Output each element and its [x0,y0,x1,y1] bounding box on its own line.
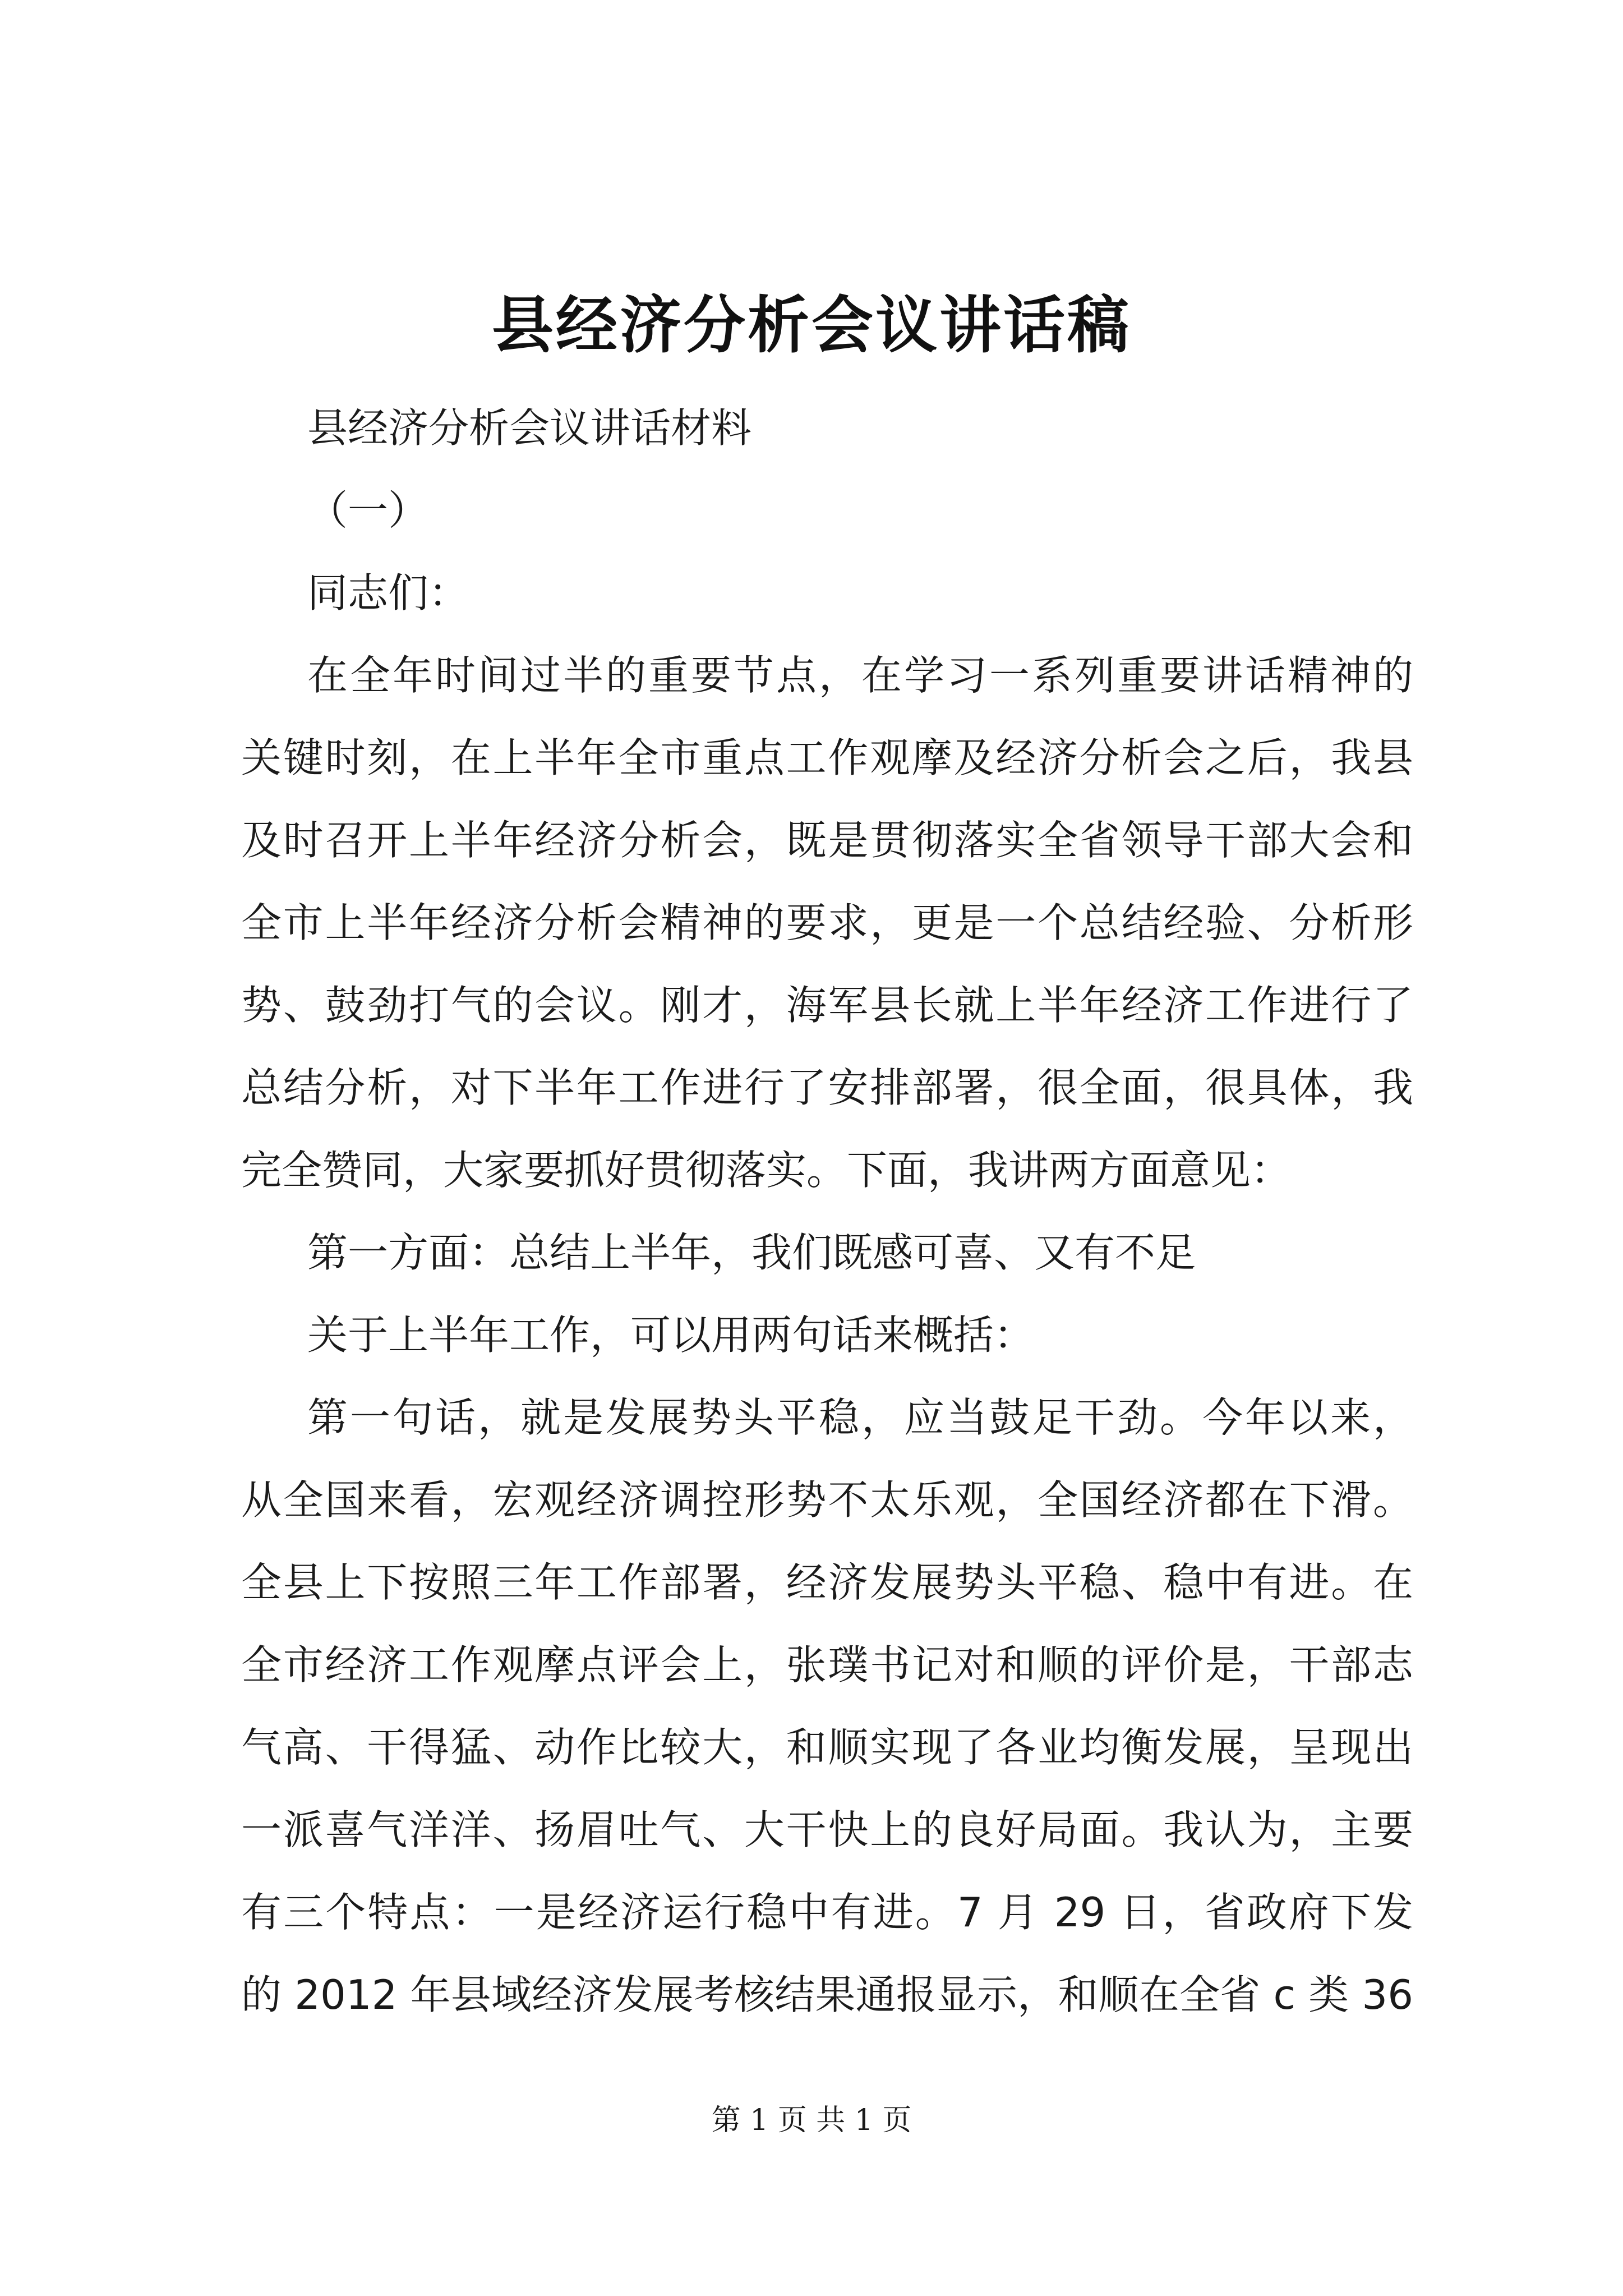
paragraph-line: 有三个特点：一是经济运行稳中有进。7 月 29 日，省政府下发 [241,1889,1413,1936]
salutation: 同志们： [307,569,469,616]
paragraph-line: 势、鼓劲打气的会议。刚才，海军县长就上半年经济工作进行了 [241,982,1413,1029]
paragraph-line: 全县上下按照三年工作部署，经济发展势头平稳、稳中有进。在 [241,1559,1413,1606]
subtitle: 县经济分析会议讲话材料 [307,404,752,452]
paragraph-line: 在全年时间过半的重要节点，在学习一系列重要讲话精神的 [307,652,1413,699]
paragraph-line: 气高、干得猛、动作比较大，和顺实现了各业均衡发展，呈现出 [241,1724,1413,1771]
section-heading: 第一方面：总结上半年，我们既感可喜、又有不足 [307,1229,1196,1276]
intro-line: 关于上半年工作，可以用两句话来概括： [307,1312,1035,1359]
paragraph-line: 一派喜气洋洋、扬眉吐气、大干快上的良好局面。我认为，主要 [241,1806,1413,1853]
document-body [241,387,1413,2036]
paragraph-line: 全市上半年经济分析会精神的要求，更是一个总结经验、分析形 [241,899,1413,946]
section-marker: （一） [307,487,429,534]
paragraph-line: 及时召开上半年经济分析会，既是贯彻落实全省领导干部大会和 [241,817,1413,864]
paragraph-line: 第一句话，就是发展势头平稳，应当鼓足干劲。今年以来， [307,1394,1413,1441]
document-title: 县经济分析会议讲话稿 [492,289,1131,361]
paragraph-line: 关键时刻，在上半年全市重点工作观摩及经济分析会之后，我县 [241,734,1413,781]
paragraph-line: 的 2012 年县域经济发展考核结果通报显示，和顺在全省 c 类 36 [241,1971,1413,2018]
paragraph-line: 从全国来看，宏观经济调控形势不太乐观，全国经济都在下滑。 [241,1476,1413,1524]
paragraph-line: 完全赞同，大家要抓好贯彻落实。下面，我讲两方面意见： [241,1147,1292,1194]
page-number-footer: 第 1 页 共 1 页 [711,2104,912,2137]
paragraph-line: 全市经济工作观摩点评会上，张璞书记对和顺的评价是，干部志 [241,1641,1413,1688]
paragraph-line: 总结分析，对下半年工作进行了安排部署，很全面，很具体，我 [241,1064,1413,1111]
